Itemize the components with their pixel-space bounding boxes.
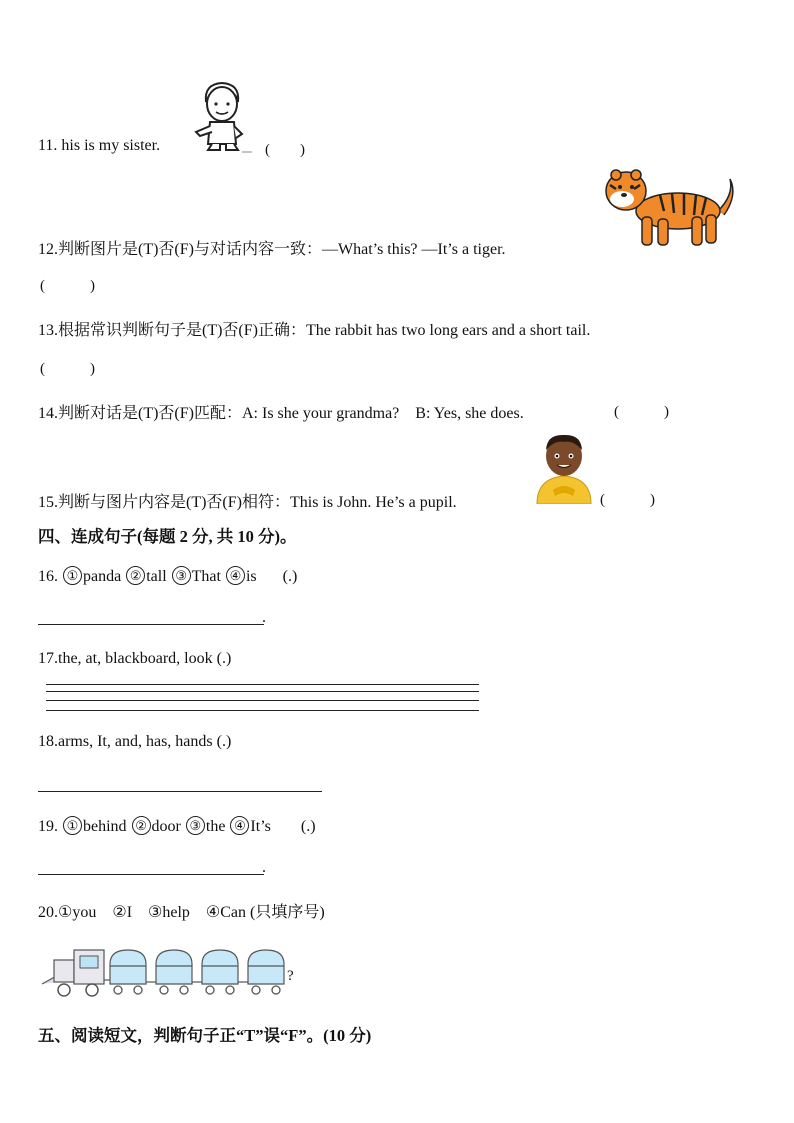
train-car[interactable] (248, 950, 284, 984)
option-marker: ② (126, 566, 145, 585)
word-option: tall (146, 568, 167, 585)
question-11: 11. his is my sister. (38, 137, 161, 154)
answer-line-18[interactable] (38, 791, 322, 792)
word-option: That (191, 568, 221, 585)
option-marker: ① (63, 566, 82, 585)
word-option: door (151, 818, 181, 835)
answer-line-16[interactable] (38, 624, 264, 625)
end-punct: (.) (282, 568, 298, 585)
word-option: is (245, 568, 257, 585)
question-12: 12.判断图片是(T)否(F)与对话内容一致：—What’s this? —It’s a tiger. (38, 241, 506, 258)
question-mark: ? (287, 968, 294, 984)
word-option: behind (83, 818, 127, 835)
word-option: It’s (250, 818, 271, 835)
question-17: 17.the, at, blackboard, look (.) (38, 650, 232, 667)
answer-period: . (262, 609, 266, 626)
question-number: 19. (38, 818, 58, 835)
question-18: 18.arms, It, and, has, hands (.) (38, 733, 232, 750)
writing-line[interactable] (46, 684, 479, 685)
section-5-title: 五、阅读短文，判断句子正“T”误“F”。(10 分) (38, 1026, 372, 1045)
train-car[interactable] (156, 950, 192, 984)
word-option: the (205, 818, 226, 835)
option-marker: ④ (226, 566, 245, 585)
train-car[interactable] (202, 950, 238, 984)
boy-icon (192, 78, 254, 154)
end-punct: (.) (300, 818, 316, 835)
option-marker: ② (132, 816, 151, 835)
answer-paren-15[interactable]: ( ) (600, 492, 655, 508)
question-number: 16. (38, 568, 58, 585)
tiger-icon (600, 165, 740, 250)
answer-paren-11[interactable]: ( ) (265, 142, 305, 158)
writing-line[interactable] (46, 700, 479, 701)
question-16 (38, 566, 297, 586)
train-car[interactable] (110, 950, 146, 984)
writing-line[interactable] (46, 710, 479, 711)
question-13: 13.根据常识判断句子是(T)否(F)正确：The rabbit has two long ears and a short tail. (38, 322, 591, 339)
answer-line-19[interactable] (38, 874, 264, 875)
option-marker: ④ (230, 816, 249, 835)
option-marker: ③ (172, 566, 191, 585)
question-20: 20.①you ②I ③help ④Can (只填序号) (38, 904, 325, 921)
option-marker: ③ (186, 816, 205, 835)
question-14: 14.判断对话是(T)否(F)匹配：A: Is she your grandma? B: Yes, she does. (38, 405, 524, 422)
word-option: panda (83, 568, 122, 585)
writing-line[interactable] (46, 691, 479, 692)
question-15: 15.判断与图片内容是(T)否(F)相符：This is John. He’s a pupil. (38, 494, 457, 511)
question-19 (38, 816, 316, 836)
train-icon (40, 944, 295, 1000)
answer-paren-14[interactable]: ( ) (614, 404, 669, 420)
section-4-title: 四、连成句子(每题 2 分, 共 10 分)。 (38, 527, 297, 546)
answer-period: . (262, 859, 266, 876)
pupil-icon (533, 432, 595, 504)
option-marker: ① (63, 816, 82, 835)
answer-paren-13[interactable]: ( ) (40, 361, 95, 377)
answer-paren-12[interactable]: ( ) (40, 278, 95, 294)
